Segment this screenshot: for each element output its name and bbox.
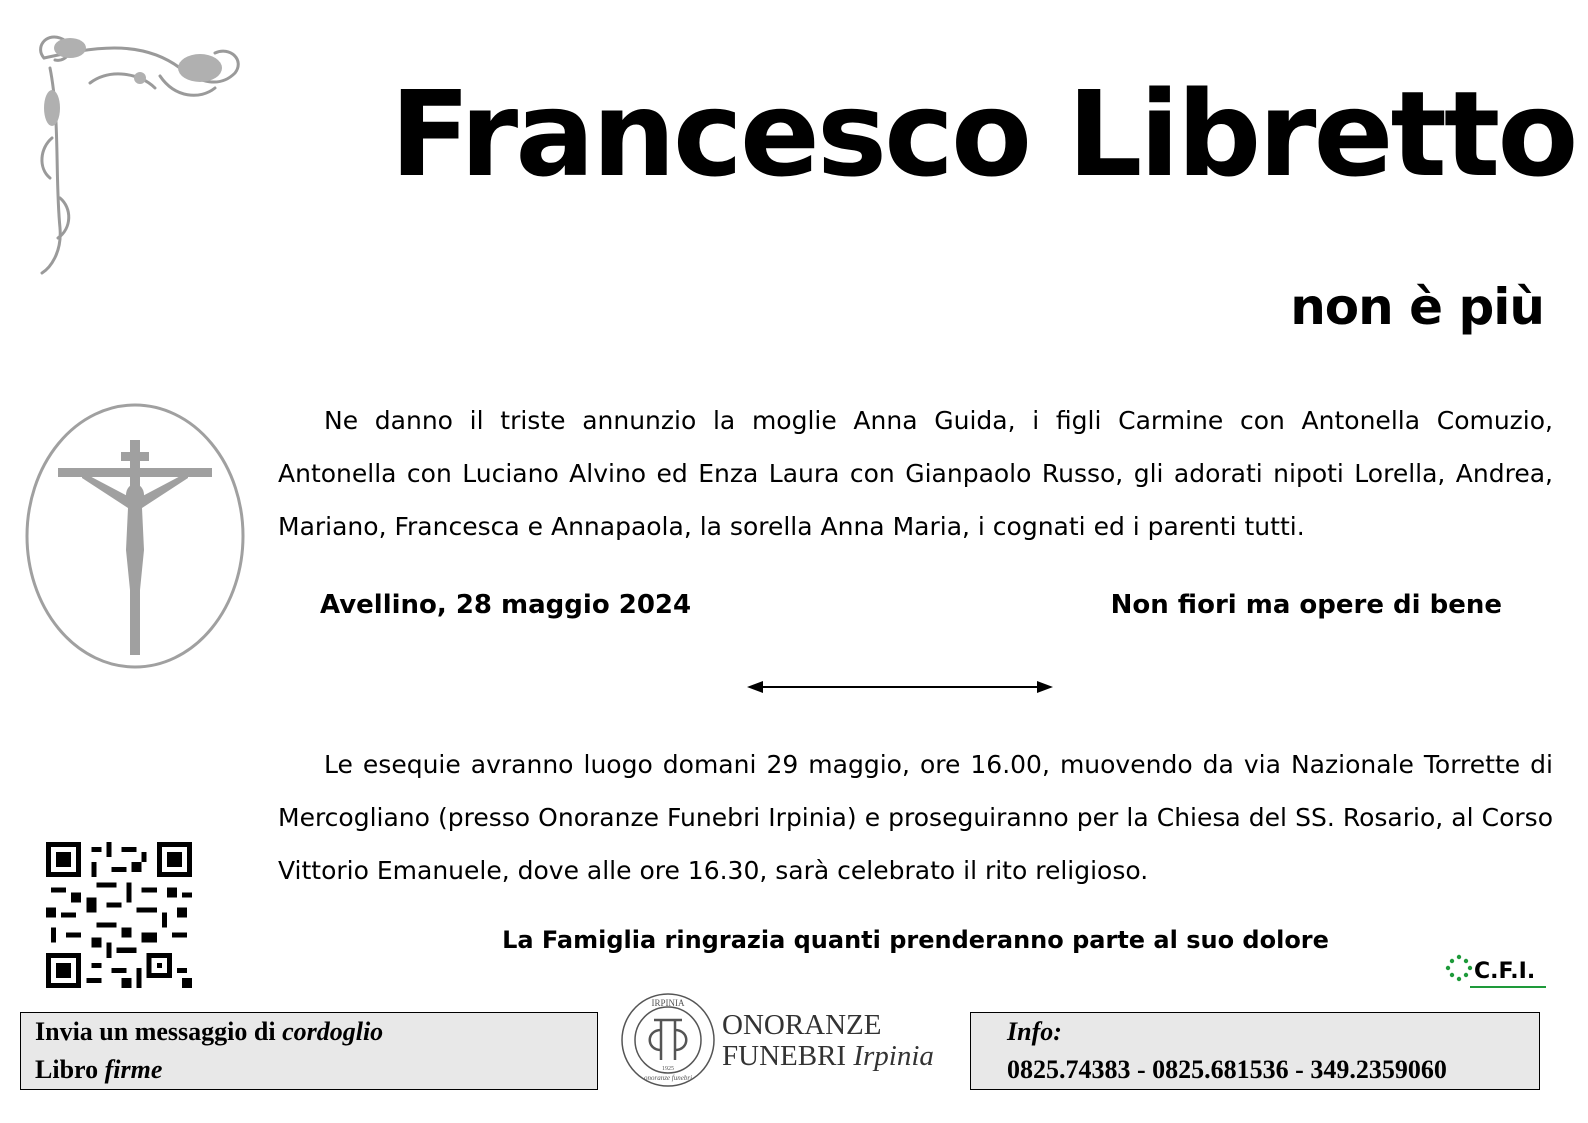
guestbook-emph: firme [104,1055,163,1084]
ornament-corner-icon [30,28,250,288]
logo-line2 [722,1041,934,1072]
guestbook-prefix: Libro [35,1055,105,1084]
crucifix-icon [22,400,248,672]
condolence-prefix: Invia un messaggio di [35,1017,283,1046]
thanks-text: La Famiglia ringrazia quanti prenderanno parte al suo dolore [502,926,1329,954]
cfi-logo-icon [1440,952,1550,998]
flowers-note: Non fiori ma opere di bene [1110,590,1502,620]
qr-code-icon[interactable] [46,842,192,988]
condolence-link[interactable] [35,1013,597,1051]
announcement-text: Ne danno il triste annunzio la moglie Anna Guida, i figli Carmine con Antonella Comuzio, Antonella con Luciano Alvino ed Enza Laura con Gianpaolo Russo, gli adorati nipoti Lorella, Andrea, Mariano, Francesca e Annapaola, la sorella Anna Maria, i cognati ed i parenti tutti. [278,406,1553,541]
place-date: Avellino, 28 maggio 2024 [320,590,692,620]
funeral-home-logo-text [722,1010,934,1072]
seal-bottom-text: onoranze funebri [643,1074,693,1082]
cfi-logo-text: C.F.I. [1474,959,1536,984]
double-arrow-icon [745,676,1055,698]
logo-line2-a: FUNEBRI [722,1040,854,1072]
info-label [1007,1013,1539,1051]
logo-line2-b: Irpinia [853,1040,934,1072]
condolence-box[interactable] [20,1012,598,1090]
info-phones[interactable]: 0825.74383 - 0825.681536 - 349.2359060 [1007,1055,1447,1084]
funeral-text: Le esequie avranno luogo domani 29 maggio, ore 16.00, muovendo da via Nazionale Torrette di Mercogliano (presso Onoranze Funebri Irpinia) e proseguiranno per la Chiesa del SS. Rosario, al Corso Vittorio Emanuele, dove alle ore 16.30, sarà celebrato il rito religioso. [278,750,1553,885]
seal-year-text: 1925 [662,1066,674,1072]
seal-logo-icon [618,990,718,1090]
info-label-text: Info: [1007,1017,1062,1046]
info-box [970,1012,1540,1090]
logo-line1: ONORANZE [722,1009,882,1041]
guestbook-link[interactable] [35,1051,597,1089]
seal-top-text: IRPINIA [651,998,685,1008]
deceased-name: Francesco Libretto [390,65,1576,203]
condolence-emph: cordoglio [282,1017,384,1046]
subtitle: non è più [1290,278,1544,336]
